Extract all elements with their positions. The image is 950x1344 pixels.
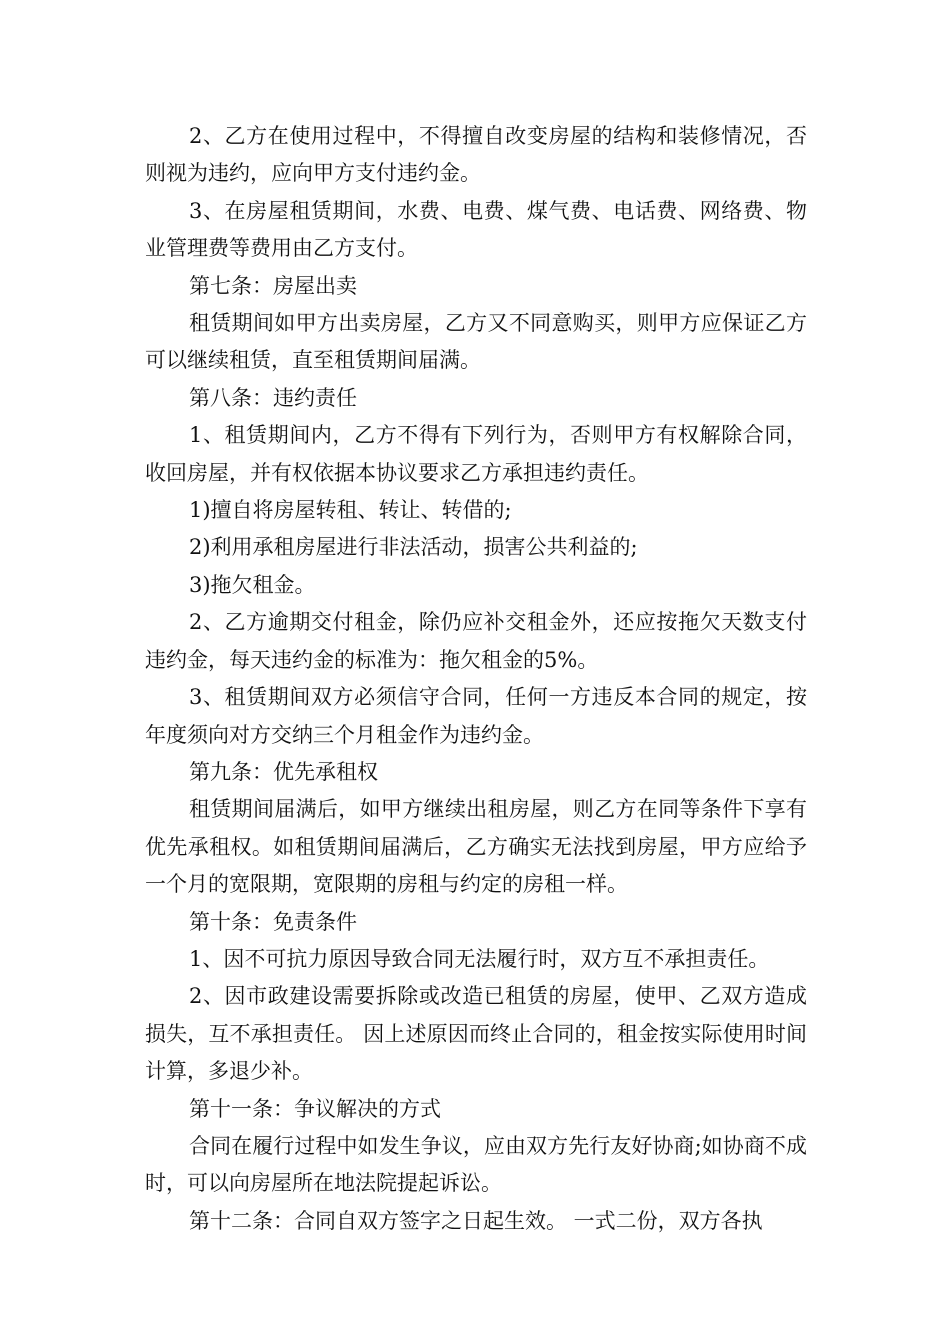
article-8-subitem-3: 3)拖欠租金。 xyxy=(189,572,316,597)
article-11-heading: 第十一条：争议解决的方式 xyxy=(189,1096,441,1121)
clause-3-utility-fees: 3、在房屋租赁期间，水费、电费、煤气费、电话费、网络费、物业管理费等费用由乙方支付。 xyxy=(145,198,807,261)
article-8-subitem-1: 1)擅自将房屋转租、转让、转借的; xyxy=(189,498,512,523)
article-8-item-2: 2、乙方逾期交付租金，除仍应补交租金外，还应按拖欠天数支付违约金，每天违约金的标准为：拖欠租金的5%。 xyxy=(145,610,807,672)
article-10-heading: 第十条：免责条件 xyxy=(189,909,357,934)
article-10-item-2: 2、因市政建设需要拆除或改造已租赁的房屋，使甲、乙双方造成损失，互不承担责任。 因上述原因而终止合同的，租金按实际使用时间计算，多退少补。 xyxy=(145,984,807,1084)
document-page xyxy=(145,118,807,1240)
article-9-heading: 第九条：优先承租权 xyxy=(189,759,378,784)
article-8-heading: 第八条：违约责任 xyxy=(189,385,357,410)
article-12-body: 第十二条：合同自双方签字之日起生效。 一式二份，双方各执 xyxy=(189,1208,763,1233)
article-11-body: 合同在履行过程中如发生争议，应由双方先行友好协商;如协商不成时，可以向房屋所在地法院提起诉讼。 xyxy=(145,1133,807,1196)
article-9-body: 租赁期间届满后，如甲方继续出租房屋，则乙方在同等条件下享有优先承租权。如租赁期间届满后，乙方确实无法找到房屋，甲方应给予一个月的宽限期，宽限期的房租与约定的房租一样。 xyxy=(145,797,807,897)
article-7-heading: 第七条：房屋出卖 xyxy=(189,273,357,298)
clause-2-no-alteration: 2、乙方在使用过程中，不得擅自改变房屋的结构和装修情况，否则视为违约，应向甲方支付违约金。 xyxy=(145,124,807,186)
article-7-body: 租赁期间如甲方出卖房屋，乙方又不同意购买，则甲方应保证乙方可以继续租赁，直至租赁期间届满。 xyxy=(145,311,807,373)
article-8-item-3: 3、租赁期间双方必须信守合同，任何一方违反本合同的规定，按年度须向对方交纳三个月租金作为违约金。 xyxy=(145,685,807,747)
article-10-item-1: 1、因不可抗力原因导致合同无法履行时，双方互不承担责任。 xyxy=(189,946,770,971)
article-8-subitem-2: 2)利用承租房屋进行非法活动，损害公共利益的; xyxy=(189,535,638,560)
article-8-item-1: 1、租赁期间内，乙方不得有下列行为，否则甲方有权解除合同，收回房屋，并有权依据本协议要求乙方承担违约责任。 xyxy=(145,423,807,485)
